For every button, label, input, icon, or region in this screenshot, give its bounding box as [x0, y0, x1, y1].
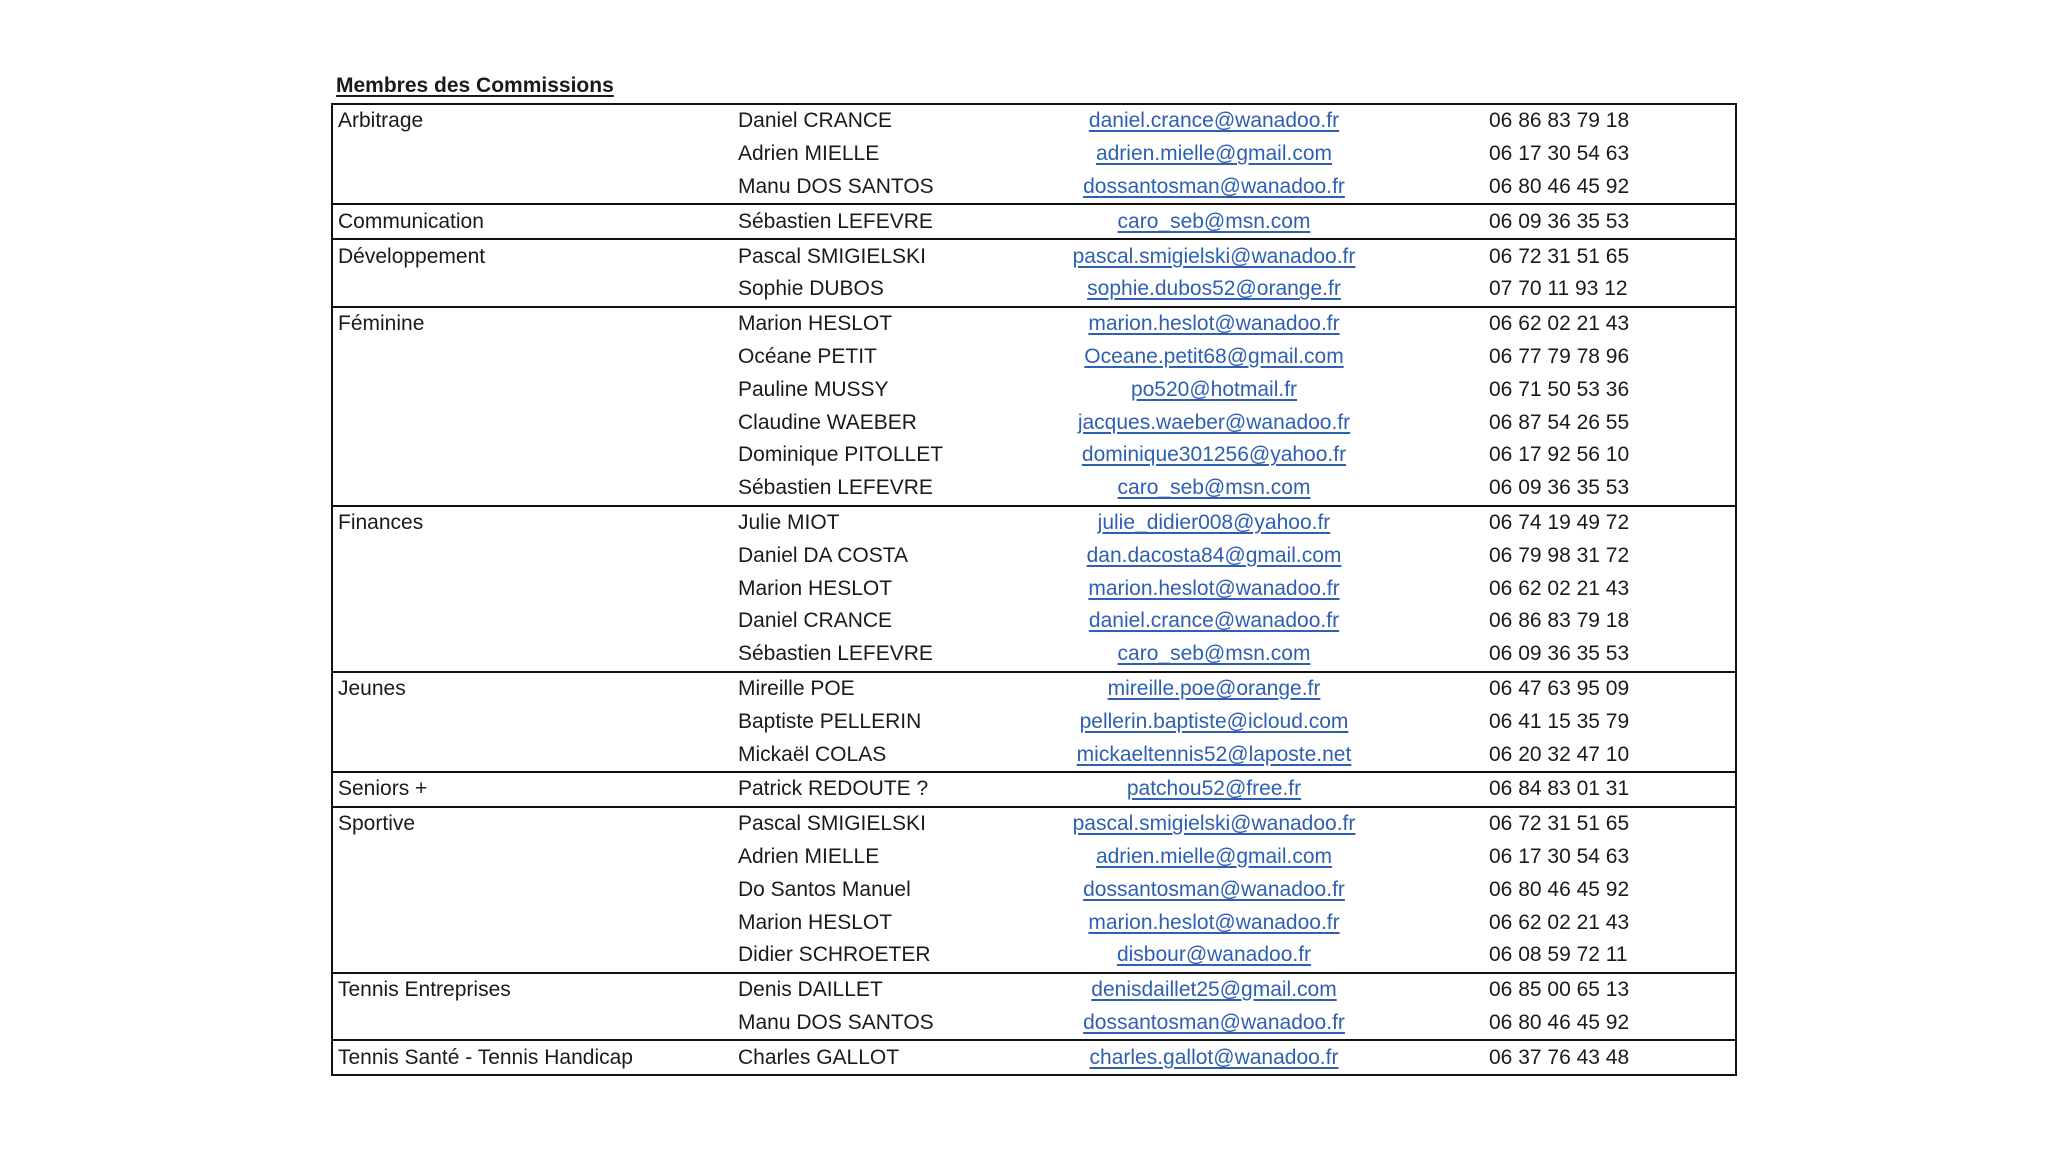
- member-phone: 06 09 36 35 53: [1421, 204, 1736, 239]
- member-email-cell: [1007, 506, 1421, 540]
- commission-cell-empty: [332, 873, 727, 906]
- member-phone: 06 77 79 78 96: [1489, 344, 1630, 368]
- member-name: Sébastien LEFEVRE: [727, 204, 1007, 239]
- member-email-cell: [1007, 1007, 1421, 1041]
- member-name: Pauline MUSSY: [738, 377, 889, 401]
- member-email-cell: [1007, 1040, 1421, 1075]
- member-phone: 06 80 46 45 92: [1489, 877, 1630, 901]
- member-email-link[interactable]: julie_didier008@yahoo.fr: [1097, 510, 1331, 534]
- member-phone: 06 85 00 65 13: [1421, 973, 1736, 1007]
- table-row: [332, 1040, 1736, 1075]
- member-phone: 06 80 46 45 92: [1489, 1010, 1630, 1034]
- member-phone: 06 79 98 31 72: [1489, 543, 1630, 567]
- member-email-cell: [1007, 672, 1421, 706]
- commission-cell-empty: [332, 738, 727, 772]
- commission-cell-empty: [332, 273, 727, 307]
- member-email-cell: [1007, 439, 1421, 472]
- commission-cell-empty: [332, 472, 727, 506]
- commission-cell-empty: [332, 572, 727, 605]
- member-phone: 06 17 92 56 10: [1489, 443, 1630, 467]
- member-email-link[interactable]: adrien.mielle@gmail.com: [1095, 142, 1333, 166]
- member-phone: 06 80 46 45 92: [1489, 174, 1630, 198]
- table-row: [332, 171, 1736, 205]
- member-email-cell: [1007, 973, 1421, 1007]
- member-name: Mireille POE: [727, 672, 1007, 706]
- member-email-link[interactable]: dossantosman@wanadoo.fr: [1083, 1010, 1345, 1034]
- table-row: [332, 1007, 1736, 1041]
- member-email-link[interactable]: caro_seb@msn.com: [1117, 642, 1311, 666]
- member-email-cell: [1007, 539, 1421, 572]
- member-name: Sophie DUBOS: [738, 277, 884, 301]
- member-phone: 06 62 02 21 43: [1489, 576, 1630, 600]
- member-phone: 06 62 02 21 43: [1489, 910, 1630, 934]
- member-phone: 06 41 15 35 79: [1489, 709, 1630, 733]
- member-email-link[interactable]: caro_seb@msn.com: [1117, 209, 1311, 233]
- member-email-link[interactable]: po520@hotmail.fr: [1130, 377, 1298, 401]
- member-email-link[interactable]: charles.gallot@wanadoo.fr: [1089, 1045, 1339, 1069]
- member-phone: 06 86 83 79 18: [1421, 104, 1736, 138]
- member-email-link[interactable]: marion.heslot@wanadoo.fr: [1088, 312, 1340, 336]
- member-name: Sébastien LEFEVRE: [738, 642, 933, 666]
- table-row: [332, 307, 1736, 341]
- commission-name: Tennis Entreprises: [332, 973, 727, 1007]
- member-phone: 06 47 63 95 09: [1421, 672, 1736, 706]
- member-phone: 06 74 19 49 72: [1421, 506, 1736, 540]
- member-email-cell: [1007, 705, 1421, 738]
- member-email-link[interactable]: marion.heslot@wanadoo.fr: [1088, 576, 1340, 600]
- member-name: Daniel CRANCE: [727, 104, 1007, 138]
- commission-name: Développement: [332, 239, 727, 273]
- table-row: [332, 772, 1736, 807]
- member-email-cell: [1007, 406, 1421, 439]
- member-name: Sébastien LEFEVRE: [738, 476, 933, 500]
- table-row: [332, 373, 1736, 406]
- member-email-cell: [1007, 605, 1421, 638]
- commission-cell-empty: [332, 439, 727, 472]
- table-row: [332, 973, 1736, 1007]
- table-row: [332, 705, 1736, 738]
- table-row: [332, 104, 1736, 138]
- member-email-link[interactable]: caro_seb@msn.com: [1117, 476, 1311, 500]
- member-name: Julie MIOT: [727, 506, 1007, 540]
- member-email-cell: [1007, 841, 1421, 874]
- table-row: [332, 939, 1736, 973]
- member-name: Marion HESLOT: [738, 910, 893, 934]
- table-row: [332, 738, 1736, 772]
- member-name: Baptiste PELLERIN: [738, 709, 922, 733]
- member-email-link[interactable]: denisdaillet25@gmail.com: [1091, 978, 1337, 1002]
- table-row: [332, 439, 1736, 472]
- member-email-link[interactable]: patchou52@free.fr: [1126, 777, 1302, 801]
- member-email-cell: [1007, 171, 1421, 205]
- commissions-table-body: [332, 104, 1736, 1075]
- member-name: Denis DAILLET: [727, 973, 1007, 1007]
- commission-cell-empty: [332, 939, 727, 973]
- table-row: [332, 638, 1736, 672]
- member-email-cell: [1007, 738, 1421, 772]
- member-email-link[interactable]: daniel.crance@wanadoo.fr: [1088, 609, 1340, 633]
- member-phone: 06 17 30 54 63: [1489, 142, 1630, 166]
- member-email-cell: [1007, 939, 1421, 973]
- member-name: Pascal SMIGIELSKI: [727, 807, 1007, 841]
- table-row: [332, 472, 1736, 506]
- table-row: [332, 572, 1736, 605]
- commission-name: Communication: [332, 204, 727, 239]
- member-name: Manu DOS SANTOS: [738, 1010, 934, 1034]
- commission-cell-empty: [332, 638, 727, 672]
- member-name: Marion HESLOT: [738, 576, 893, 600]
- member-phone: 06 86 83 79 18: [1489, 609, 1630, 633]
- table-row: [332, 204, 1736, 239]
- table-row: [332, 807, 1736, 841]
- member-phone: 07 70 11 93 12: [1489, 277, 1628, 301]
- commission-name: Arbitrage: [332, 104, 727, 138]
- table-row: [332, 239, 1736, 273]
- member-email-cell: [1007, 906, 1421, 939]
- member-phone: 06 71 50 53 36: [1489, 377, 1630, 401]
- member-name: Claudine WAEBER: [738, 410, 917, 434]
- member-email-link[interactable]: dossantosman@wanadoo.fr: [1083, 877, 1345, 901]
- commission-cell-empty: [332, 906, 727, 939]
- member-email-link[interactable]: sophie.dubos52@orange.fr: [1087, 277, 1341, 301]
- member-phone: 06 72 31 51 65: [1421, 239, 1736, 273]
- member-email-cell: [1007, 807, 1421, 841]
- member-email-link[interactable]: disbour@wanadoo.fr: [1116, 943, 1312, 967]
- member-email-link[interactable]: daniel.crance@wanadoo.fr: [1088, 109, 1340, 133]
- member-phone: 06 09 36 35 53: [1489, 642, 1630, 666]
- member-email-cell: [1007, 307, 1421, 341]
- commission-cell-empty: [332, 341, 727, 374]
- member-email-link[interactable]: dan.dacosta84@gmail.com: [1086, 543, 1342, 567]
- member-name: Patrick REDOUTE ?: [727, 772, 1007, 807]
- member-name: Pascal SMIGIELSKI: [727, 239, 1007, 273]
- commission-cell-empty: [332, 841, 727, 874]
- member-name: Mickaël COLAS: [738, 742, 887, 766]
- member-email-link[interactable]: jacques.waeber@wanadoo.fr: [1077, 410, 1351, 434]
- member-email-cell: [1007, 873, 1421, 906]
- member-phone: 06 87 54 26 55: [1489, 410, 1630, 434]
- commission-cell-empty: [332, 705, 727, 738]
- member-email-cell: [1007, 772, 1421, 807]
- member-phone: 06 37 76 43 48: [1421, 1040, 1736, 1075]
- member-phone: 06 84 83 01 31: [1421, 772, 1736, 807]
- member-email-cell: [1007, 341, 1421, 374]
- table-row: [332, 672, 1736, 706]
- member-email-cell: [1007, 373, 1421, 406]
- commission-name: Seniors +: [332, 772, 727, 807]
- member-email-cell: [1007, 138, 1421, 171]
- member-name: Dominique PITOLLET: [738, 443, 944, 467]
- member-name: Do Santos Manuel: [738, 877, 911, 901]
- member-phone: 06 09 36 35 53: [1489, 476, 1630, 500]
- member-name: Adrien MIELLE: [738, 844, 880, 868]
- member-email-link[interactable]: adrien.mielle@gmail.com: [1095, 844, 1333, 868]
- commission-cell-empty: [332, 1007, 727, 1041]
- commission-name: Finances: [332, 506, 727, 540]
- member-email-cell: [1007, 572, 1421, 605]
- member-name: Didier SCHROETER: [738, 943, 931, 967]
- member-email-cell: [1007, 273, 1421, 307]
- table-row: [332, 539, 1736, 572]
- table-row: [332, 605, 1736, 638]
- member-email-link[interactable]: dossantosman@wanadoo.fr: [1083, 174, 1345, 198]
- member-email-cell: [1007, 472, 1421, 506]
- table-row: [332, 873, 1736, 906]
- member-name: Adrien MIELLE: [738, 142, 880, 166]
- commission-cell-empty: [332, 539, 727, 572]
- commission-name: Tennis Santé - Tennis Handicap: [332, 1040, 727, 1075]
- member-name: Océane PETIT: [738, 344, 877, 368]
- member-name: Daniel CRANCE: [738, 609, 893, 633]
- commission-cell-empty: [332, 138, 727, 171]
- commission-cell-empty: [332, 373, 727, 406]
- member-email-link[interactable]: mireille.poe@orange.fr: [1107, 676, 1321, 700]
- table-row: [332, 273, 1736, 307]
- member-name: Daniel DA COSTA: [738, 543, 908, 567]
- member-phone: 06 17 30 54 63: [1489, 844, 1630, 868]
- member-phone: 06 08 59 72 11: [1489, 943, 1628, 967]
- member-email-link[interactable]: marion.heslot@wanadoo.fr: [1088, 910, 1340, 934]
- member-email-link[interactable]: pascal.smigielski@wanadoo.fr: [1072, 812, 1356, 836]
- table-row: [332, 906, 1736, 939]
- commission-name: Sportive: [332, 807, 727, 841]
- commissions-table: [331, 103, 1737, 1076]
- member-name: Manu DOS SANTOS: [738, 174, 934, 198]
- table-row: [332, 138, 1736, 171]
- member-email-link[interactable]: mickaeltennis52@laposte.net: [1076, 742, 1352, 766]
- member-email-link[interactable]: Oceane.petit68@gmail.com: [1084, 344, 1344, 368]
- member-email-link[interactable]: pellerin.baptiste@icloud.com: [1079, 709, 1349, 733]
- table-row: [332, 341, 1736, 374]
- table-row: [332, 506, 1736, 540]
- table-row: [332, 406, 1736, 439]
- member-email-cell: [1007, 204, 1421, 239]
- member-email-link[interactable]: dominique301256@yahoo.fr: [1081, 443, 1347, 467]
- commission-cell-empty: [332, 171, 727, 205]
- commission-cell-empty: [332, 605, 727, 638]
- member-email-cell: [1007, 104, 1421, 138]
- member-name: Charles GALLOT: [727, 1040, 1007, 1075]
- member-email-link[interactable]: pascal.smigielski@wanadoo.fr: [1072, 244, 1356, 268]
- member-email-cell: [1007, 239, 1421, 273]
- commission-name: Féminine: [332, 307, 727, 341]
- table-row: [332, 841, 1736, 874]
- member-name: Marion HESLOT: [727, 307, 1007, 341]
- member-email-cell: [1007, 638, 1421, 672]
- member-phone: 06 20 32 47 10: [1489, 742, 1630, 766]
- commission-name: Jeunes: [332, 672, 727, 706]
- commission-cell-empty: [332, 406, 727, 439]
- member-phone: 06 72 31 51 65: [1421, 807, 1736, 841]
- member-phone: 06 62 02 21 43: [1421, 307, 1736, 341]
- page-title: Membres des Commissions: [336, 74, 614, 97]
